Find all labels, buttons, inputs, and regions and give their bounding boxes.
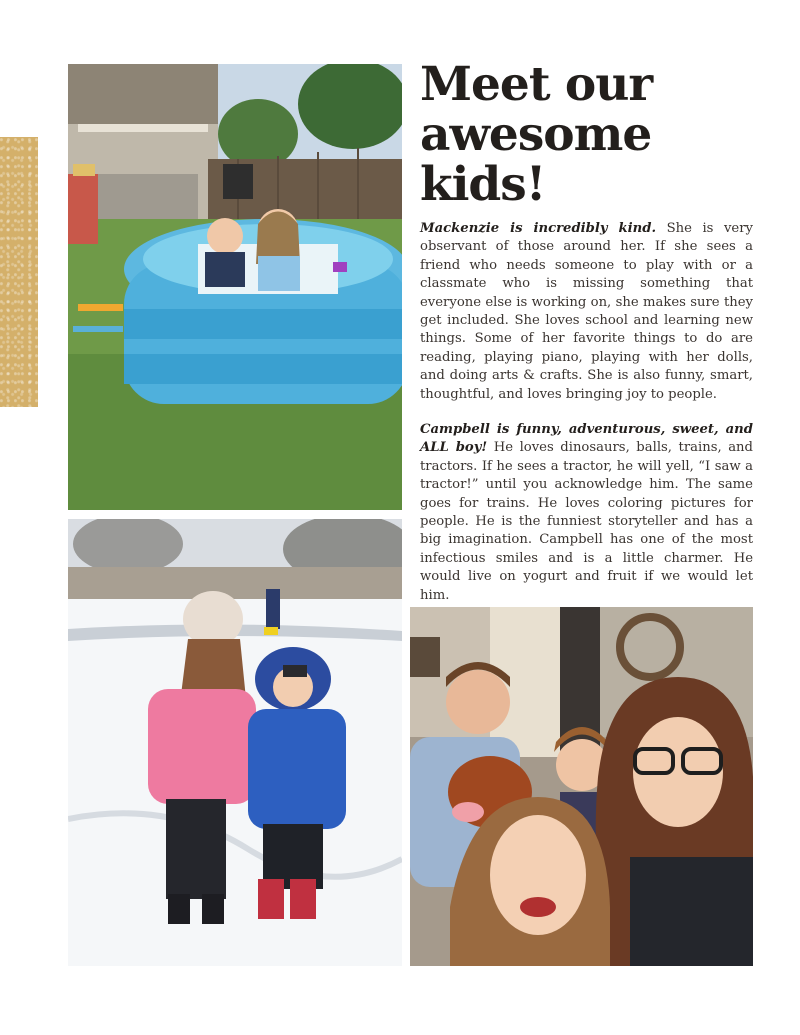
photo-kids-in-snow [68,519,402,966]
paragraph-campbell [420,421,753,605]
paragraph-body: He loves dinosaurs, balls, trains, and tractors. If he sees a tractor, he will yell, “I saw a tractor!” until you acknowledge him. The same goes for trains. He loves coloring pictures for people. He is the funniest storyteller and has a big imagination. Campbell has one of the most infectious smiles and is a little charmer. He would live on yogurt and fruit if we would let him. [420,440,753,603]
decorative-side-tab [0,137,38,407]
paragraph-mackenzie [420,220,753,404]
paragraph-body: She is very observant of those around her. If she sees a friend who needs someone to play with or a classmate who is missing something that everyone else is working on, she makes sure they get included. She loves school and learning new things. Some of her favorite things to do are reading, playing piano, playing with her dolls, and doing arts & crafts. She is also funny, smart, thoughtful, and loves bringing joy to people. [420,221,753,402]
paragraph-lead: Campbell is funny, adventurous, sweet, and ALL boy! [420,422,753,456]
photo-family-selfie [410,607,753,966]
paragraph-lead: Mackenzie is incredibly kind. [420,221,657,236]
photo-kids-in-pool [68,64,402,510]
page-title: Meet our awesome kids! [420,57,653,212]
